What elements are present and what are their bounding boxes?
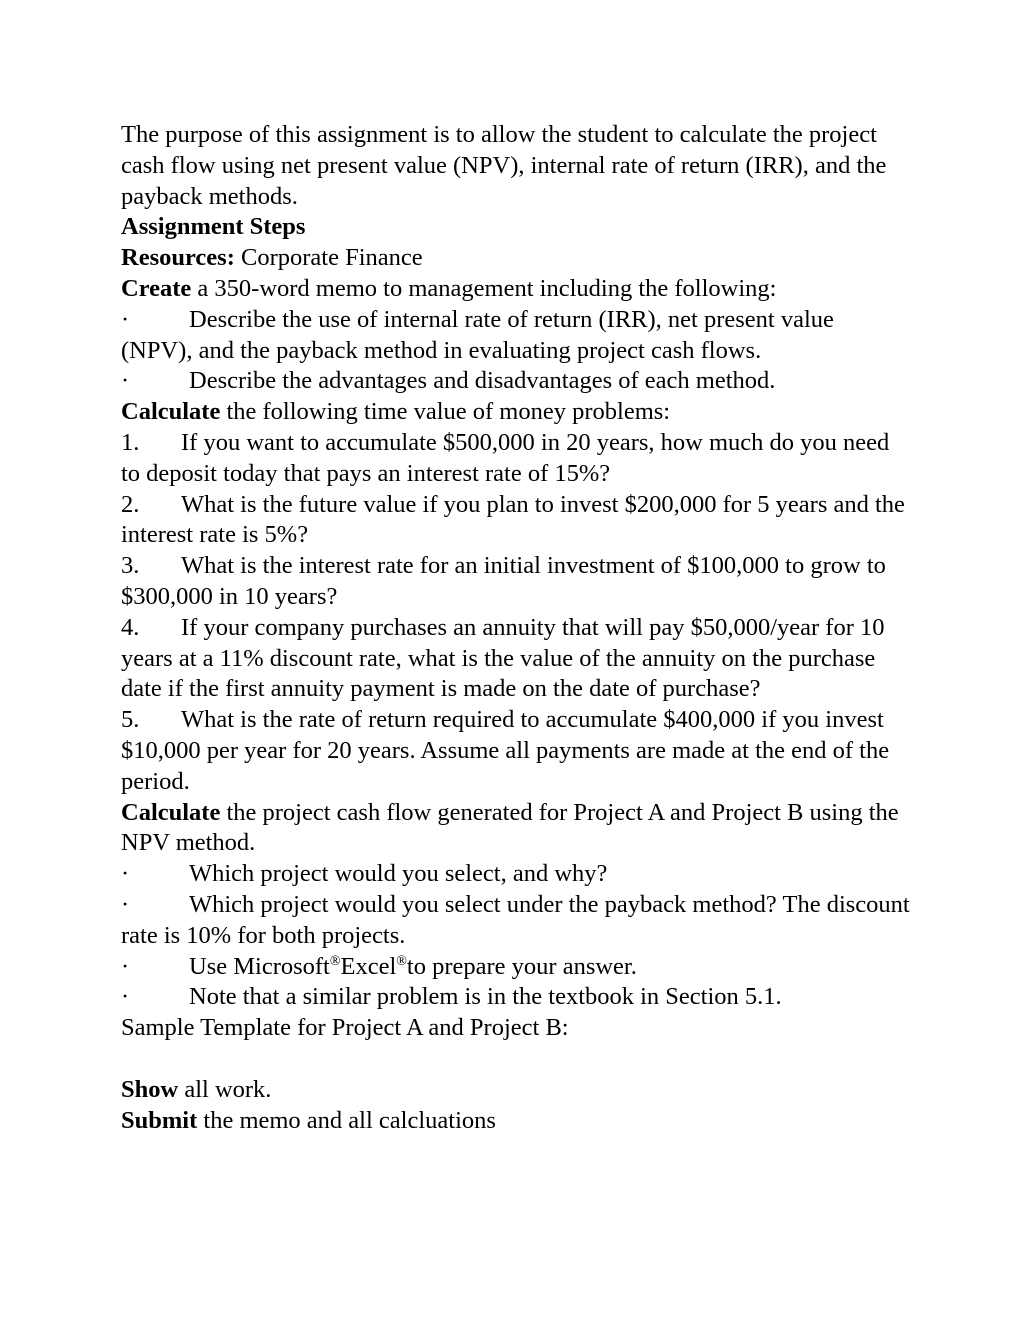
resources-line — [121, 243, 911, 274]
create-label: Create — [121, 274, 192, 302]
registered-mark: ® — [396, 953, 407, 969]
problem-1 — [121, 428, 911, 490]
npv-bullet-3-part1: Use Microsoft — [189, 952, 330, 980]
problem-3 — [121, 551, 911, 613]
create-bullet-1-text: Describe the use of internal rate of return (IRR), net present value (NPV), and the payback method in evaluating project cash flows. — [121, 305, 834, 364]
problem-2-text: What is the future value if you plan to invest $200,000 for 5 years and the interest rate is 5%? — [121, 490, 905, 549]
submit-line — [121, 1106, 911, 1137]
create-bullet-2 — [121, 366, 911, 397]
calculate-tvm-line — [121, 397, 911, 428]
problem-2 — [121, 490, 911, 552]
problem-4-number: 4. — [121, 613, 140, 641]
resources-label: Resources: — [121, 244, 235, 272]
create-bullet-2-text: Describe the advantages and disadvantages of each method. — [189, 367, 776, 395]
calculate-npv-label: Calculate — [121, 798, 221, 826]
bullet-dot: · — [121, 983, 130, 1011]
problem-4 — [121, 613, 911, 705]
show-label: Show — [121, 1075, 179, 1103]
problem-5 — [121, 705, 911, 797]
problem-3-number: 3. — [121, 552, 140, 580]
problem-2-number: 2. — [121, 490, 140, 518]
intro-paragraph: The purpose of this assignment is to allow the student to calculate the project cash flow using net present value (NPV), internal rate of return (IRR), and the payback methods. — [121, 121, 887, 210]
bullet-dot: · — [121, 305, 130, 333]
bullet-dot: · — [121, 860, 130, 888]
npv-bullet-2 — [121, 890, 911, 952]
npv-bullet-1-text: Which project would you select, and why? — [189, 860, 608, 888]
calculate-tvm-label: Calculate — [121, 398, 221, 426]
npv-bullet-4 — [121, 982, 911, 1013]
submit-text: the memo and all calcluations — [197, 1106, 496, 1134]
bullet-dot: · — [121, 890, 130, 918]
problem-1-text: If you want to accumulate $500,000 in 20 years, how much do you need to deposit today that pays an interest rate of 15%? — [121, 428, 890, 487]
blank-line — [121, 1044, 911, 1075]
resources-text: Corporate Finance — [234, 244, 423, 272]
assignment-document — [121, 120, 911, 1136]
create-bullet-1 — [121, 305, 911, 367]
npv-bullet-2-text: Which project would you select under the payback method? The discount rate is 10% for both projects. — [121, 890, 910, 949]
npv-bullet-3-part2: Excel — [340, 952, 397, 980]
problem-1-number: 1. — [121, 428, 140, 456]
create-text: a 350-word memo to management including the following: — [191, 274, 777, 302]
calculate-tvm-text: the following time value of money problems: — [220, 398, 671, 426]
assignment-steps-heading: Assignment Steps — [121, 213, 306, 241]
problem-3-text: What is the interest rate for an initial investment of $100,000 to grow to $300,000 in 10 years? — [121, 552, 886, 610]
npv-bullet-3 — [121, 952, 911, 983]
submit-label: Submit — [121, 1106, 198, 1134]
show-text: all work. — [178, 1075, 272, 1103]
create-line — [121, 274, 911, 305]
calculate-npv-line — [121, 798, 911, 860]
npv-bullet-1 — [121, 859, 911, 890]
bullet-dot: · — [121, 952, 130, 980]
sample-template-line: Sample Template for Project A and Project B: — [121, 1014, 569, 1042]
problem-4-text: If your company purchases an annuity that will pay $50,000/year for 10 years at a 11% discount rate, what is the value of the annuity on the purchase date if the first annuity payment is made on the date of purchase? — [121, 613, 885, 703]
registered-mark: ® — [329, 953, 341, 969]
npv-bullet-4-text: Note that a similar problem is in the textbook in Section 5.1. — [189, 983, 782, 1011]
show-line — [121, 1075, 911, 1106]
npv-bullet-3-part3: to prepare your answer. — [406, 952, 637, 980]
problem-5-text: What is the rate of return required to accumulate $400,000 if you invest $10,000 per year for 20 years. Assume all payments are made at the end of the period. — [121, 706, 890, 795]
calculate-npv-text: the project cash flow generated for Project A and Project B using the NPV method. — [121, 798, 899, 857]
bullet-dot: · — [121, 367, 130, 395]
problem-5-number: 5. — [121, 706, 140, 734]
